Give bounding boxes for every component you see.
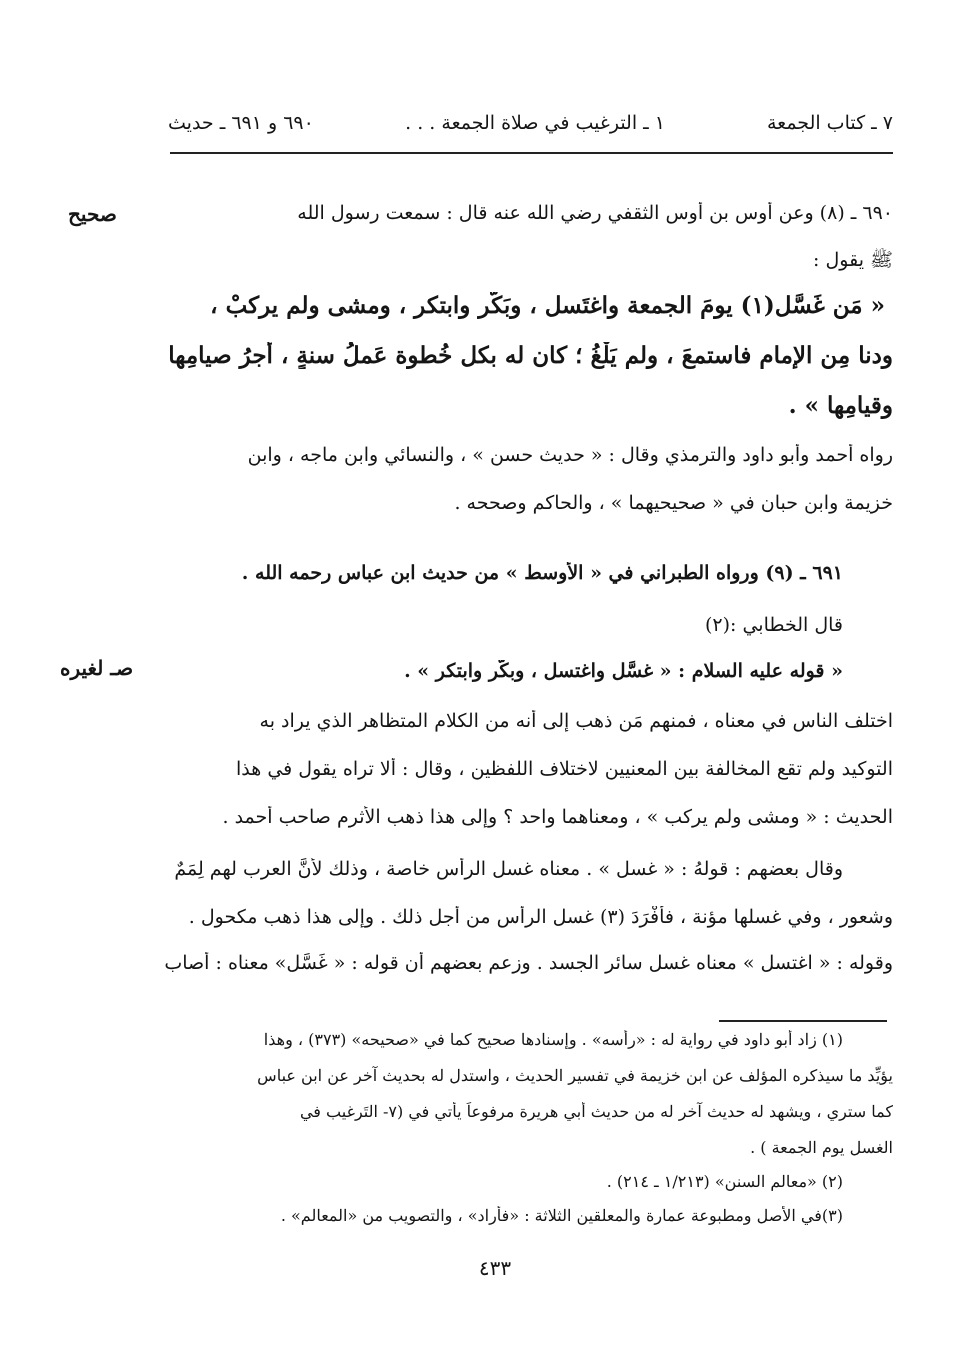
commentary-line: وشعور ، وفي غسلها مؤنة ، فأفْرَدَ (٣) غسل الرأس من أجل ذلك . وإلى هذا ذهب مكحول .: [188, 906, 893, 928]
grade-label-690: صحيح: [68, 202, 117, 226]
page-number: ٤٣٣: [478, 1256, 512, 1280]
hadith-691-intro: ٦٩١ ـ (٩) ورواه الطبراني في « الأوسط » من حديث ابن عباس رحمه الله .: [241, 562, 843, 584]
footnote-line: الغسل يوم الجمعة ) .: [750, 1138, 893, 1157]
hadith-690-intro-line: ﷺ يقول :: [813, 249, 893, 271]
hadith-690-text-line: « مَن غَسَّل(١) يومَ الجمعة واغتَسل ، وبَكَّر وابتكر ، ومشى ولم يركبْ ،: [210, 292, 885, 319]
hadith-690-text-line: ودنا مِن الإمام فاستمعَ ، ولم يَلْغُ ؛ كان له بكل خُطوة عَملُ سنةٍ ، أجرُ صيامِها: [168, 342, 893, 369]
grade-label-691: صـ لغيره: [60, 656, 134, 680]
commentary-line: الحديث : « ومشى ولم يركب » ، ومعناهما واحد ؟ وإلى هذا ذهب الأثرم صاحب أحمد .: [222, 806, 893, 828]
footnote-line: كما ستري ، ويشهد له حديث آخر له من حديث أبي هريرة مرفوعاً يأتي في (٧- التَرغيب في: [299, 1102, 893, 1121]
hadith-690-intro-line: ٦٩٠ ـ (٨) وعن أوسِ بنِ أوسٍ الثقفي رضي الله عنه قال : سمعت رسول الله: [297, 202, 893, 224]
footnote-line: (٣)في الأصل ومطبوعة عمارة والمعلقين الثلاثة : «فأراد» ، والتصويب من «المعالم» .: [280, 1206, 843, 1225]
hadith-690-source-line: خزيمة وابن حبان في « صحيحيهما » ، والحاكم وصححه .: [454, 492, 893, 514]
hadith-690-source-line: رواه أحمد وأبو داود والترمذي وقال : « حديث حسن » ، والنسائي وابن ماجه ، وابن: [247, 444, 893, 466]
footnote-line: يؤيِّد ما سيذكره المؤلف عن ابن خزيمة في تفسير الحديث ، واستدل له بحديث آخر عن ابن عباس: [257, 1066, 893, 1085]
header-hadith-range: ٦٩٠ و ٦٩١ ـ حديث: [168, 112, 314, 134]
commentary-line: اختلف الناس في معناه ، فمنهم مَن ذهب إلى أنه من الكلام المتظاهر الذي يراد به: [259, 710, 893, 732]
khattabi-attribution: قال الخطابي :(٢): [704, 614, 843, 636]
commentary-line: وقال بعضهم : قولهُ : « غسل » . معناه غسل الرأس خاصة ، وذلك لأنَّ العرب لهم لِمَمٌ: [174, 858, 843, 880]
footnote-line: (١) زاد أبو داود في رواية له : «رأسه» . وإسنادها صحيح كما في «صحيحه» (٣٧٣) ، وهذا: [263, 1030, 843, 1049]
commentary-line: التوكيد ولم تقع المخالفة بين المعنيين لاختلاف اللفظين ، وقال : ألا تراه يقول في هذا: [236, 758, 893, 780]
hadith-690-text-line: وقيامِها » .: [788, 392, 893, 419]
header-book-title: ٧ ـ كتاب الجمعة: [766, 112, 893, 134]
footnotes-block: [149, 0, 893, 1354]
footnote-line: (٢) «معالم السنن» (١/٢١٣ ـ ٢١٤) .: [606, 1172, 843, 1191]
header-chapter-title: ١ ـ الترغيب في صلاة الجمعة . . .: [405, 112, 665, 134]
commentary-line: وقوله : « اغتسل » معناه غسل سائر الجسد . وزعم بعضهم أن قوله : « غَسَّل» معناه : أصاب: [164, 952, 893, 974]
hadith-691-quote: « قوله عليه السلام : « غسَّل واغتسل ، وبكَّر وابتكر » .: [404, 660, 843, 682]
